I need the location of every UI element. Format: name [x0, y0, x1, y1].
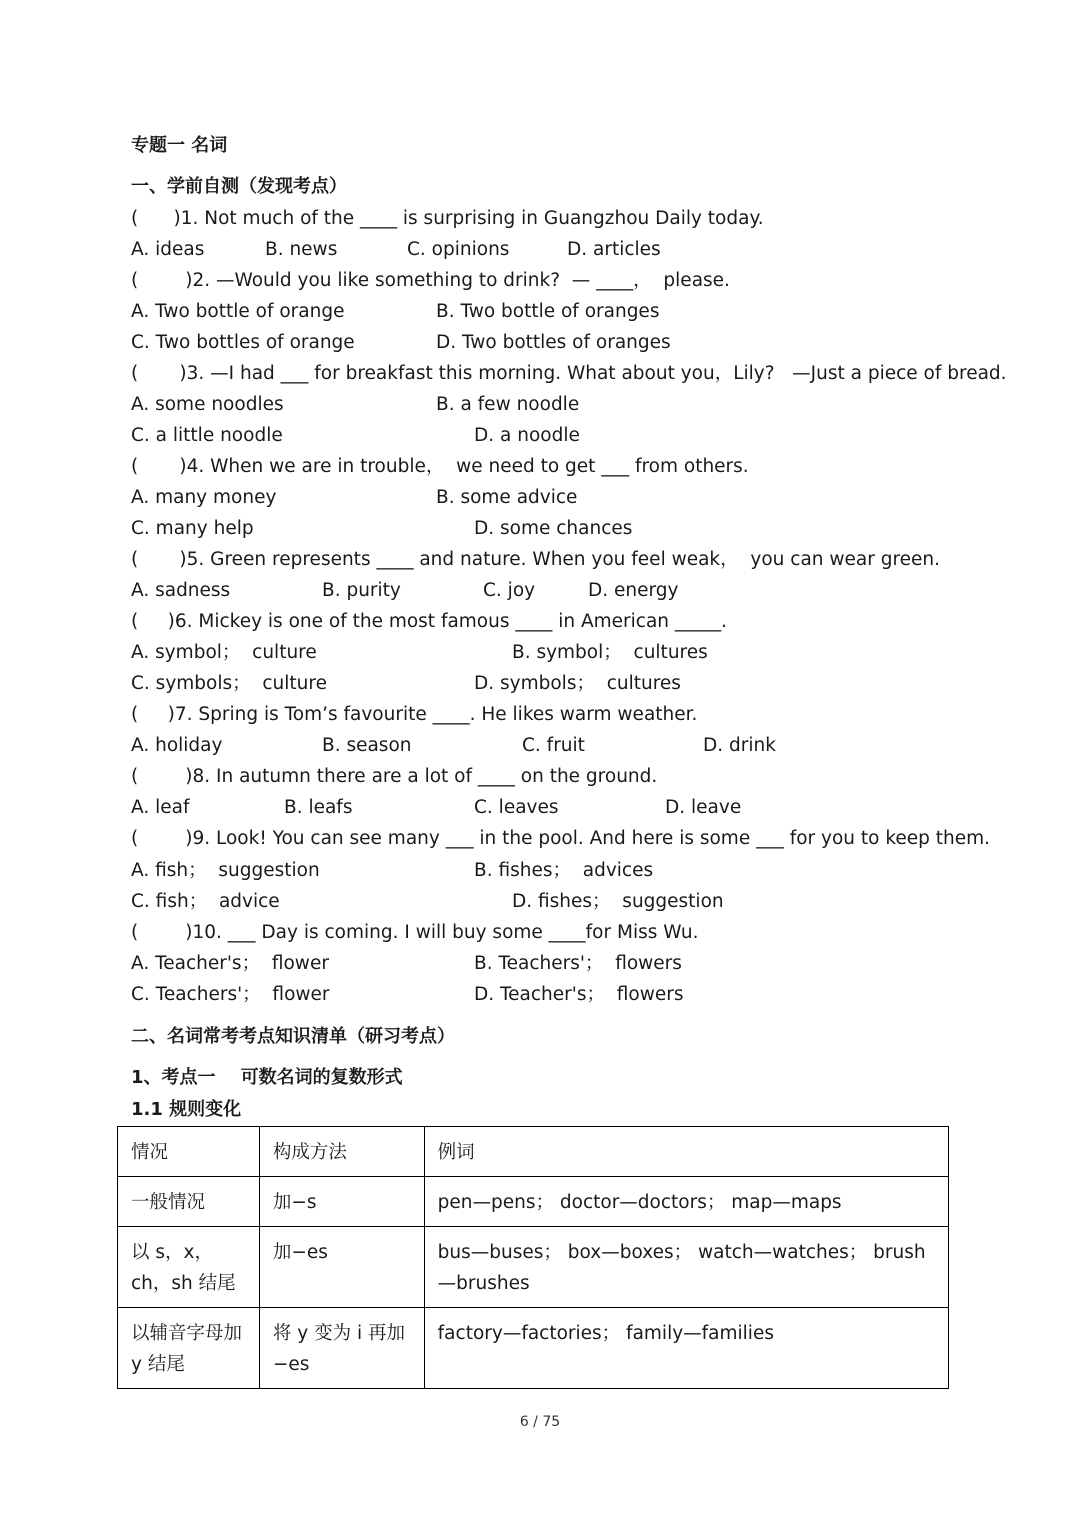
- option: C. fish； advice: [131, 891, 280, 912]
- option: C. joy: [483, 580, 536, 601]
- option: C. symbols； culture: [131, 673, 327, 694]
- option: A. some noodles: [131, 394, 284, 415]
- table-cell: 以 s，x，ch，sh 结尾: [118, 1227, 260, 1308]
- option: A. many money: [131, 487, 277, 508]
- page-number: 6 / 75: [519, 1414, 561, 1430]
- table-cell: bus—buses； box—boxes； watch—watches； brush—brushes: [424, 1227, 948, 1308]
- option: A. Two bottle of orange: [131, 301, 345, 322]
- option: D. articles: [567, 239, 661, 260]
- table-cell: 一般情况: [118, 1177, 260, 1227]
- table-cell: 加−es: [259, 1227, 424, 1308]
- question-stem: ( )3. —I had ___ for breakfast this morning. What about you，Lily? —Just a piece of bread.: [131, 363, 1007, 384]
- option: D. fishes； suggestion: [512, 891, 724, 912]
- option: B. some advice: [436, 487, 578, 508]
- option: A. ideas: [131, 239, 205, 260]
- option: D. Teacher's； flowers: [474, 984, 684, 1005]
- option: A. holiday: [131, 735, 223, 756]
- option: B. news: [265, 239, 338, 260]
- table-header-cell: 情况: [118, 1127, 260, 1177]
- table-header-row: [118, 1127, 949, 1177]
- question-stem: ( )5. Green represents ____ and nature. When you feel weak， you can wear green.: [131, 549, 941, 570]
- subsection-heading: 1、考点一 可数名词的复数形式: [131, 1067, 403, 1088]
- table-row: [118, 1308, 949, 1389]
- subsection-heading: 1.1 规则变化: [131, 1099, 242, 1120]
- table-header-cell: 例词: [424, 1127, 948, 1177]
- option: D. symbols； cultures: [474, 673, 681, 694]
- option: D. some chances: [474, 518, 633, 539]
- table-cell: pen—pens； doctor—doctors； map—maps: [424, 1177, 948, 1227]
- table-cell: 以辅音字母加 y 结尾: [118, 1308, 260, 1389]
- table-row: [118, 1177, 949, 1227]
- option: D. energy: [588, 580, 679, 601]
- option: D. drink: [703, 735, 776, 756]
- section-heading: 一、学前自测（发现考点）: [131, 176, 347, 197]
- option: C. Teachers'； flower: [131, 984, 330, 1005]
- option: B. symbol； cultures: [512, 642, 708, 663]
- question-stem: ( )8. In autumn there are a lot of ____ on the ground.: [131, 766, 658, 787]
- option: A. symbol； culture: [131, 642, 317, 663]
- question-stem: ( )9. Look! You can see many ___ in the pool. And here is some ___ for you to keep them.: [131, 828, 991, 849]
- table-cell: 将 y 变为 i 再加−es: [259, 1308, 424, 1389]
- option: D. leave: [665, 797, 742, 818]
- option: C. a little noodle: [131, 425, 283, 446]
- section-heading: 二、名词常考考点知识清单（研习考点）: [131, 1026, 455, 1047]
- option: B. Two bottle of oranges: [436, 301, 660, 322]
- question-stem: ( )4. When we are in trouble， we need to get ___ from others.: [131, 456, 749, 477]
- option: B. leafs: [284, 797, 353, 818]
- option: B. fishes； advices: [474, 860, 654, 881]
- option: D. a noodle: [474, 425, 580, 446]
- option: B. Teachers'； flowers: [474, 953, 682, 974]
- option: B. purity: [322, 580, 401, 601]
- question-stem: ( )10. ___ Day is coming. I will buy some ____for Miss Wu.: [131, 922, 699, 943]
- question-stem: ( )1. Not much of the ____ is surprising in Guangzhou Daily today.: [131, 208, 764, 229]
- option: B. a few noodle: [436, 394, 580, 415]
- table-cell: 加−s: [259, 1177, 424, 1227]
- option: D. Two bottles of oranges: [436, 332, 671, 353]
- option: C. many help: [131, 518, 254, 539]
- option: C. leaves: [474, 797, 559, 818]
- table-header-cell: 构成方法: [259, 1127, 424, 1177]
- table-cell: factory—factories； family—families: [424, 1308, 948, 1389]
- option: A. fish； suggestion: [131, 860, 320, 881]
- table-row: [118, 1227, 949, 1308]
- option: C. opinions: [407, 239, 510, 260]
- question-stem: ( )6. Mickey is one of the most famous ____ in American _____.: [131, 611, 728, 632]
- option: A. Teacher's； flower: [131, 953, 329, 974]
- question-stem: ( )7. Spring is Tom’s favourite ____. He likes warm weather.: [131, 704, 698, 725]
- option: C. Two bottles of orange: [131, 332, 355, 353]
- option: B. season: [322, 735, 412, 756]
- option: A. sadness: [131, 580, 231, 601]
- option: C. fruit: [522, 735, 585, 756]
- option: A. leaf: [131, 797, 190, 818]
- question-stem: ( )2. —Would you like something to drink? — ____， please.: [131, 270, 730, 291]
- page-title: 专题一 名词: [131, 135, 228, 156]
- plural-rules-table: [117, 1126, 949, 1389]
